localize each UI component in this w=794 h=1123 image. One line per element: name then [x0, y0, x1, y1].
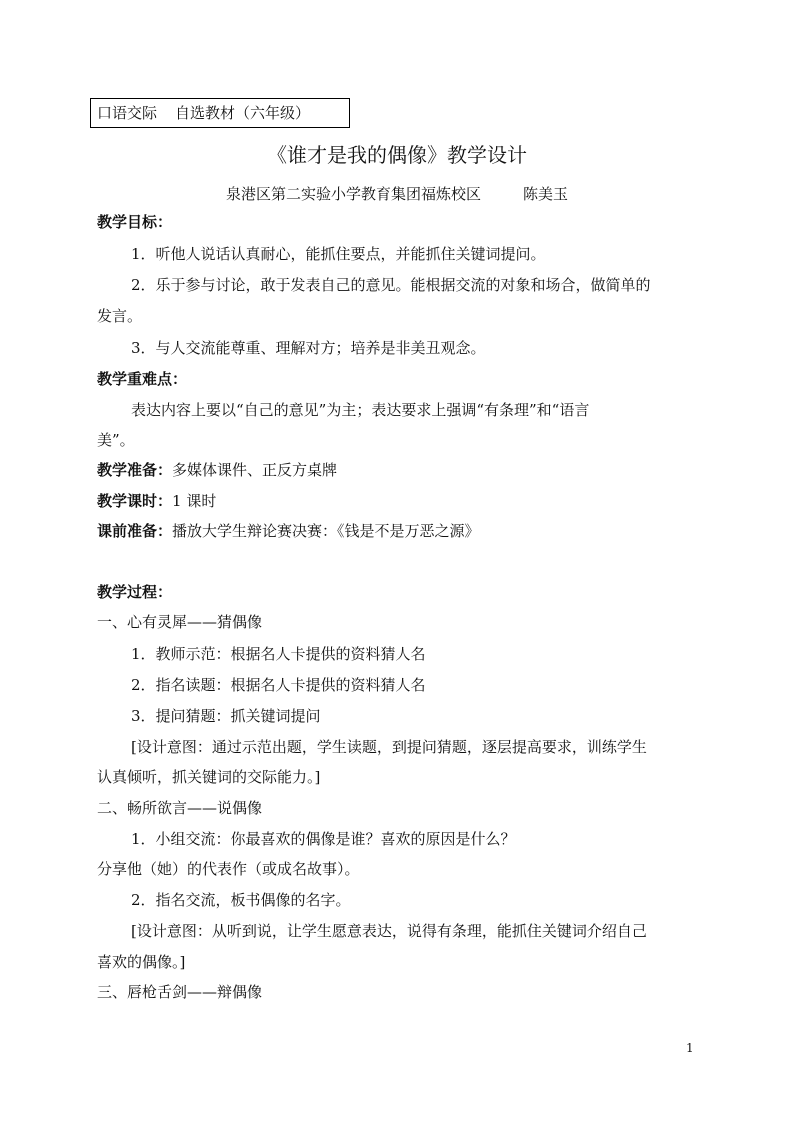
section-1-note-line2: 认真倾听，抓关键词的交际能力。] — [97, 768, 321, 786]
section-1-item-1: 1．教师示范：根据名人卡提供的资料猜人名 — [131, 645, 426, 663]
section-1-item-2: 2．指名读题：根据名人卡提供的资料猜人名 — [131, 676, 426, 694]
document-title: 《谁才是我的偶像》教学设计 — [267, 143, 527, 167]
goal-item-3: 3．与人交流能尊重、理解对方；培养是非美丑观念。 — [131, 339, 486, 357]
header-box-part1: 口语交际 — [97, 104, 158, 122]
hours-text: 1 课时 — [172, 492, 217, 510]
page-number: 1 — [686, 1041, 694, 1055]
section-2-note-line2: 喜欢的偶像。] — [97, 953, 186, 971]
pre-class-label: 课前准备： — [97, 522, 173, 540]
pre-class-text: 播放大学生辩论赛决赛：《钱是不是万恶之源》 — [172, 522, 480, 540]
process-heading: 教学过程： — [97, 583, 173, 601]
goal-item-2-line1: 2．乐于参与讨论，敢于发表自己的意见。能根据交流的对象和场合，做简单的 — [131, 276, 651, 294]
prep-line — [97, 458, 697, 482]
section-1-title: 一、心有灵犀——猜偶像 — [97, 613, 263, 631]
header-box — [90, 98, 350, 128]
prep-text: 多媒体课件、正反方桌牌 — [172, 461, 338, 479]
author-line — [0, 182, 794, 206]
hours-line — [97, 489, 697, 513]
section-2-item-1-cont: 分享他（她）的代表作（或成名故事）。 — [97, 860, 360, 878]
key-points-line1: 表达内容上要以“自己的意见”为主；表达要求上强调“有条理”和“语言 — [131, 401, 590, 419]
goal-item-2-line2: 发言。 — [97, 307, 143, 325]
author-school: 泉港区第二实验小学教育集团福炼校区 — [225, 185, 481, 203]
section-2-item-2: 2．指名交流，板书偶像的名字。 — [131, 891, 351, 909]
section-1-note-line1: [设计意图：通过示范出题，学生读题，到提问猜题，逐层提高要求，训练学生 — [131, 738, 647, 756]
pre-class-line — [97, 519, 697, 543]
goals-heading: 教学目标： — [97, 213, 173, 231]
section-2-note-line1: [设计意图：从听到说，让学生愿意表达，说得有条理，能抓住关键词介绍自己 — [131, 922, 647, 940]
goal-item-1: 1．听他人说话认真耐心，能抓住要点，并能抓住关键词提问。 — [131, 245, 546, 263]
section-1-item-3: 3．提问猜题：抓关键词提问 — [131, 707, 321, 725]
section-2-item-1: 1．小组交流：你最喜欢的偶像是谁？喜欢的原因是什么？ — [131, 830, 516, 848]
hours-label: 教学课时： — [97, 492, 173, 510]
prep-label: 教学准备： — [97, 461, 173, 479]
author-name: 陈美玉 — [523, 185, 569, 203]
header-box-part2: 自选教材（六年级） — [175, 104, 311, 122]
key-points-heading: 教学重难点： — [97, 370, 188, 388]
key-points-line2: 美”。 — [97, 431, 135, 449]
section-3-title: 三、唇枪舌剑——辩偶像 — [97, 983, 263, 1001]
section-2-title: 二、畅所欲言——说偶像 — [97, 799, 263, 817]
